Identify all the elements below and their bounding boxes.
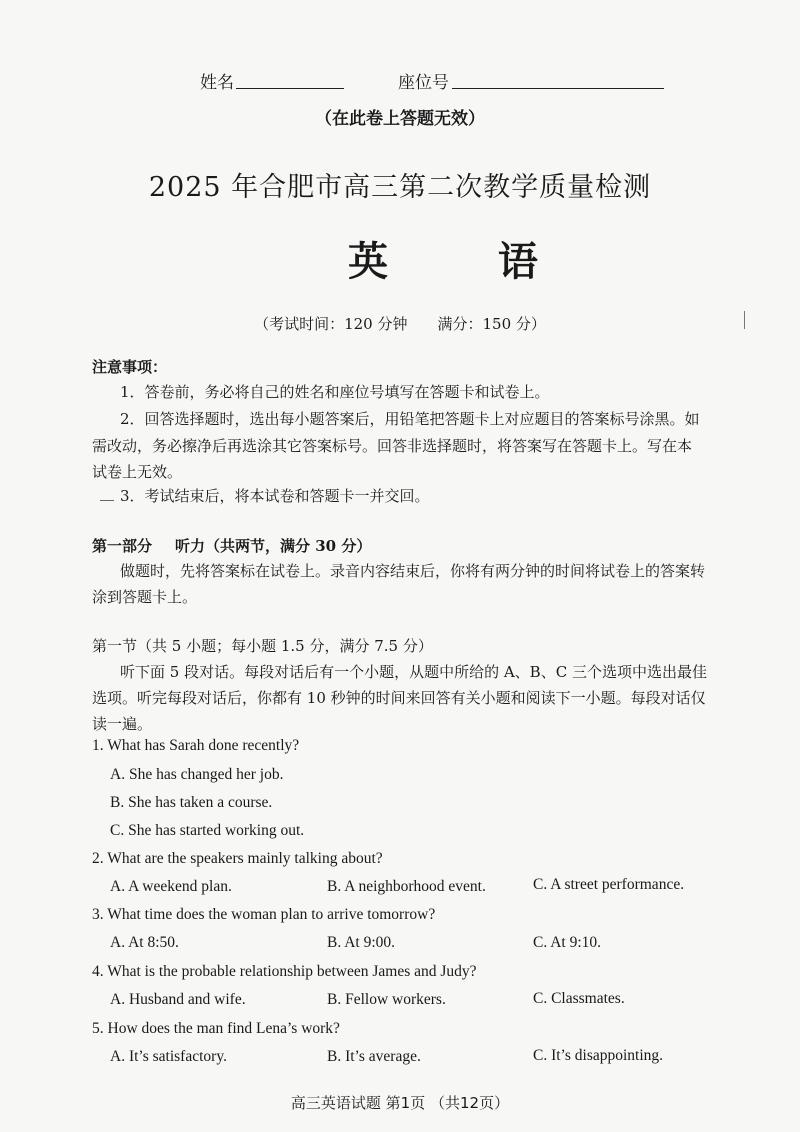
exam-title: 2025 年合肥市高三第二次教学质量检测 bbox=[148, 172, 652, 203]
instructions-title: 注意事项： bbox=[92, 358, 168, 376]
question-4-option-c[interactable]: C. Classmates. bbox=[533, 990, 625, 1007]
question-3-option-b[interactable]: B. At 9:00. bbox=[327, 934, 396, 951]
part1-desc-line1: 做题时，先将答案标在试卷上。录音内容结束后，你将有两分钟的时间将试卷上的答案转 bbox=[120, 562, 706, 580]
name-field[interactable] bbox=[236, 88, 344, 89]
question-5-stem: 5. How does the man find Lena’s work? bbox=[92, 1020, 340, 1037]
instruction-item-2-line1: 2．回答选择题时，选出每小题答案后，用铅笔把答题卡上对应题目的答案标号涂黑。如 bbox=[120, 410, 700, 428]
question-3-option-c[interactable]: C. At 9:10. bbox=[533, 934, 602, 951]
instruction-item-2-line2: 需改动，务必擦净后再选涂其它答案标号。回答非选择题时，将答案写在答题卡上。写在本 bbox=[92, 437, 693, 455]
section1-desc-line1: 听下面 5 段对话。每段对话后有一个小题，从题中所给的 A、B、C 三个选项中选出最佳 bbox=[120, 663, 707, 681]
name-label: 姓名 bbox=[200, 73, 234, 93]
question-1-stem: 1. What has Sarah done recently? bbox=[92, 737, 300, 754]
page-footer: 高三英语试题 第1页 （共12页） bbox=[290, 1094, 510, 1112]
part1-heading-a: 第一部分 bbox=[92, 537, 153, 555]
exam-info: （考试时间：120 分钟 满分：150 分） bbox=[254, 315, 546, 333]
question-3-option-a[interactable]: A. At 8:50. bbox=[110, 934, 179, 951]
subject-title: 英 语 bbox=[348, 239, 586, 285]
instruction-item-1: 1．答卷前，务必将自己的姓名和座位号填写在答题卡和试卷上。 bbox=[120, 383, 550, 401]
invalid-notice: （在此卷上答题无效） bbox=[315, 109, 485, 129]
question-4-option-a[interactable]: A. Husband and wife. bbox=[110, 991, 246, 1008]
question-4-option-b[interactable]: B. Fellow workers. bbox=[327, 991, 446, 1008]
question-4-stem: 4. What is the probable relationship between James and Judy? bbox=[92, 963, 477, 980]
part1-desc-line2: 涂到答题卡上。 bbox=[92, 588, 198, 606]
scan-mark bbox=[744, 311, 745, 329]
question-1-option-a[interactable]: A. She has changed her job. bbox=[110, 766, 284, 783]
seat-label: 座位号 bbox=[398, 73, 449, 93]
section1-desc-line2: 选项。听完每段对话后，你都有 10 秒钟的时间来回答有关小题和阅读下一小题。每段对话仅 bbox=[92, 689, 706, 707]
question-1-option-b[interactable]: B. She has taken a course. bbox=[110, 794, 273, 811]
section1-desc-line3: 读一遍。 bbox=[92, 715, 153, 733]
question-1-option-c[interactable]: C. She has started working out. bbox=[110, 822, 305, 839]
question-2-stem: 2. What are the speakers mainly talking about? bbox=[92, 850, 383, 867]
section1-heading: 第一节（共 5 小题；每小题 1.5 分，满分 7.5 分） bbox=[92, 637, 433, 655]
scan-dash bbox=[100, 500, 114, 501]
seat-field[interactable] bbox=[452, 88, 664, 89]
question-2-option-c[interactable]: C. A street performance. bbox=[533, 876, 685, 893]
question-3-stem: 3. What time does the woman plan to arrive tomorrow? bbox=[92, 906, 436, 923]
question-5-option-a[interactable]: A. It’s satisfactory. bbox=[110, 1048, 227, 1065]
instruction-item-2-line3: 试卷上无效。 bbox=[92, 463, 183, 481]
question-2-option-a[interactable]: A. A weekend plan. bbox=[110, 878, 232, 895]
question-2-option-b[interactable]: B. A neighborhood event. bbox=[327, 878, 486, 895]
part1-heading-b: 听力（共两节，满分 30 分） bbox=[175, 537, 372, 555]
instruction-item-3: 3．考试结束后，将本试卷和答题卡一并交回。 bbox=[120, 487, 430, 505]
question-5-option-b[interactable]: B. It’s average. bbox=[327, 1048, 421, 1065]
question-5-option-c[interactable]: C. It’s disappointing. bbox=[533, 1047, 664, 1064]
